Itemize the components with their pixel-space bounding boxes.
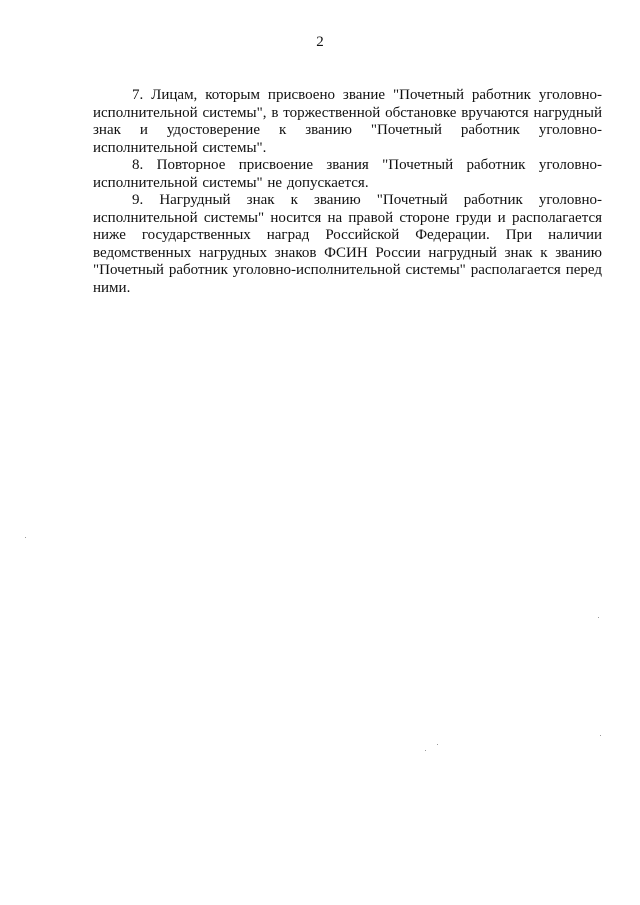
page-number: 2 — [316, 34, 324, 50]
paragraph-7: 7. Лицам, которым присвоено звание "Почетный работник уголовно-исполнительной системы", в торжественной обстановке вручаются нагрудный знак и удостоверение к званию "Почетный работник уголовно-исполнительной системы". — [93, 87, 602, 156]
document-body — [93, 87, 602, 297]
scan-speck — [600, 735, 601, 736]
scan-speck — [425, 750, 426, 751]
scan-speck — [25, 537, 26, 538]
scan-speck — [598, 617, 599, 618]
scan-speck — [437, 744, 438, 745]
paragraph-9: 9. Нагрудный знак к званию "Почетный работник уголовно-исполнительной системы" носится на правой стороне груди и располагается ниже государственных наград Российской Федерации. При наличии ведомственных нагрудных знаков ФСИН России нагрудный знак к званию "Почетный работник уголовно-исполнительной системы" располагается перед ними. — [93, 192, 602, 296]
paragraph-8: 8. Повторное присвоение звания "Почетный работник уголовно-исполнительной системы" не допускается. — [93, 157, 602, 191]
